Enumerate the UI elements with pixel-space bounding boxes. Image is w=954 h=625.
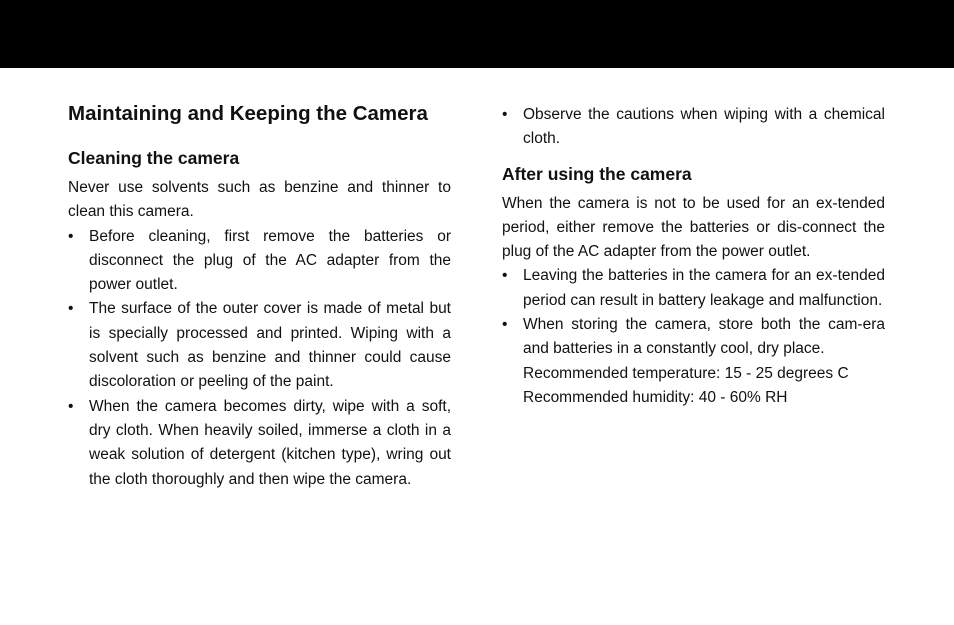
bullet-icon: • <box>502 267 508 285</box>
recommended-humidity: Recommended humidity: 40 - 60% RH <box>523 388 788 406</box>
left-column <box>68 100 451 492</box>
list-item <box>68 395 451 492</box>
cleaning-bullet-list <box>68 225 451 492</box>
after-using-bullet-list <box>502 264 885 410</box>
bullet-icon: • <box>68 227 74 245</box>
list-item <box>68 297 451 394</box>
list-item <box>502 313 885 410</box>
list-item <box>502 103 885 152</box>
section-title-after-using: After using the camera <box>502 163 692 184</box>
top-black-bar <box>0 0 954 68</box>
list-item-text: Observe the cautions when wiping with a chemical cloth. <box>523 106 885 148</box>
bullet-icon: • <box>68 300 74 318</box>
section-title-cleaning: Cleaning the camera <box>68 148 240 168</box>
after-using-intro: When the camera is not to be used for an ex-tended period, either remove the batteries or dis-connect the plug of the AC adapter from the power outlet. <box>502 194 885 261</box>
recommended-temperature: Recommended temperature: 15 - 25 degrees C <box>523 364 849 382</box>
list-item-text: Leaving the batteries in the camera for an ex-tended period can result in battery leakage and malfunction. <box>523 267 885 309</box>
bullet-icon: • <box>68 397 74 415</box>
list-item <box>68 225 451 298</box>
list-item-text: When storing the camera, store both the cam-era and batteries in a constantly cool, dry place. <box>523 316 885 358</box>
bullet-icon: • <box>502 106 508 123</box>
list-item-text: Before cleaning, first remove the batteries or disconnect the plug of the AC adapter from the power outlet. <box>89 227 451 294</box>
right-column <box>502 103 885 410</box>
cleaning-intro: Never use solvents such as benzine and thinner to clean this camera. <box>68 179 451 221</box>
bullet-icon: • <box>502 316 508 334</box>
list-item-text: When the camera becomes dirty, wipe with a soft, dry cloth. When heavily soiled, immerse a cloth in a weak solution of detergent (kitchen type), wring out the cloth thoroughly and then wipe the camera. <box>89 397 451 488</box>
list-item <box>502 264 885 313</box>
list-item-text: The surface of the outer cover is made of metal but is specially processed and printed. Wiping with a solvent such as benzine and thinner could cause discoloration or peeling of the paint. <box>89 300 451 391</box>
page-title: Maintaining and Keeping the Camera <box>68 102 428 125</box>
wiping-bullet-list <box>502 103 885 152</box>
